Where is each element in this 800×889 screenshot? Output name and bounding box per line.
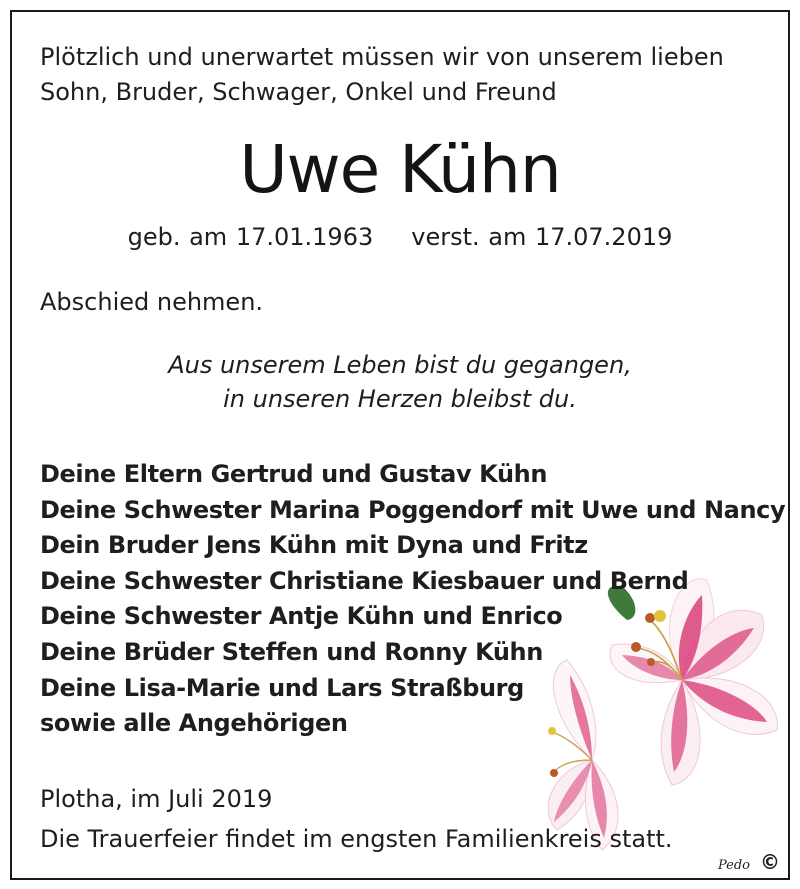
mourner-line: Dein Bruder Jens Kühn mit Dyna und Fritz — [40, 531, 588, 560]
obituary-notice — [10, 10, 790, 880]
deceased-name: Uwe Kühn — [239, 131, 561, 208]
mourner-line: Deine Eltern Gertrud und Gustav Kühn — [40, 460, 548, 488]
mourners-list — [40, 457, 785, 742]
birth-date: geb. am 17.01.1963 — [127, 223, 374, 251]
farewell-text: Abschied nehmen. — [40, 288, 264, 316]
mourner-line: sowie alle Angehörigen — [40, 709, 348, 738]
intro-line-2: Sohn, Bruder, Schwager, Onkel und Freund — [40, 78, 557, 106]
publisher-footer — [718, 850, 780, 874]
memorial-quote — [12, 348, 788, 416]
life-dates — [12, 220, 788, 254]
mourner-line: Deine Schwester Marina Poggendorf mit Uwe und Nancy — [40, 495, 786, 524]
mourner-line: Deine Lisa-Marie und Lars Straßburg — [40, 673, 524, 702]
place-and-date: Plotha, im Juli 2019 — [40, 785, 273, 813]
mourner-line: Deine Schwester Christiane Kiesbauer und Bernd — [40, 566, 689, 595]
intro-text — [40, 40, 724, 110]
publisher-logo: Pedo — [717, 858, 750, 873]
quote-line-1: Aus unserem Leben bist du gegangen, — [168, 351, 632, 379]
funeral-note: Die Trauerfeier findet im engsten Familienkreis statt. — [40, 825, 673, 853]
copyright-icon: © — [760, 850, 780, 874]
mourner-line: Deine Schwester Antje Kühn und Enrico — [40, 602, 563, 631]
quote-line-2: in unseren Herzen bleibst du. — [223, 385, 577, 413]
intro-line-1: Plötzlich und unerwartet müssen wir von unserem lieben — [40, 43, 724, 71]
death-date: verst. am 17.07.2019 — [411, 223, 673, 251]
mourner-line: Deine Brüder Steffen und Ronny Kühn — [40, 637, 543, 666]
